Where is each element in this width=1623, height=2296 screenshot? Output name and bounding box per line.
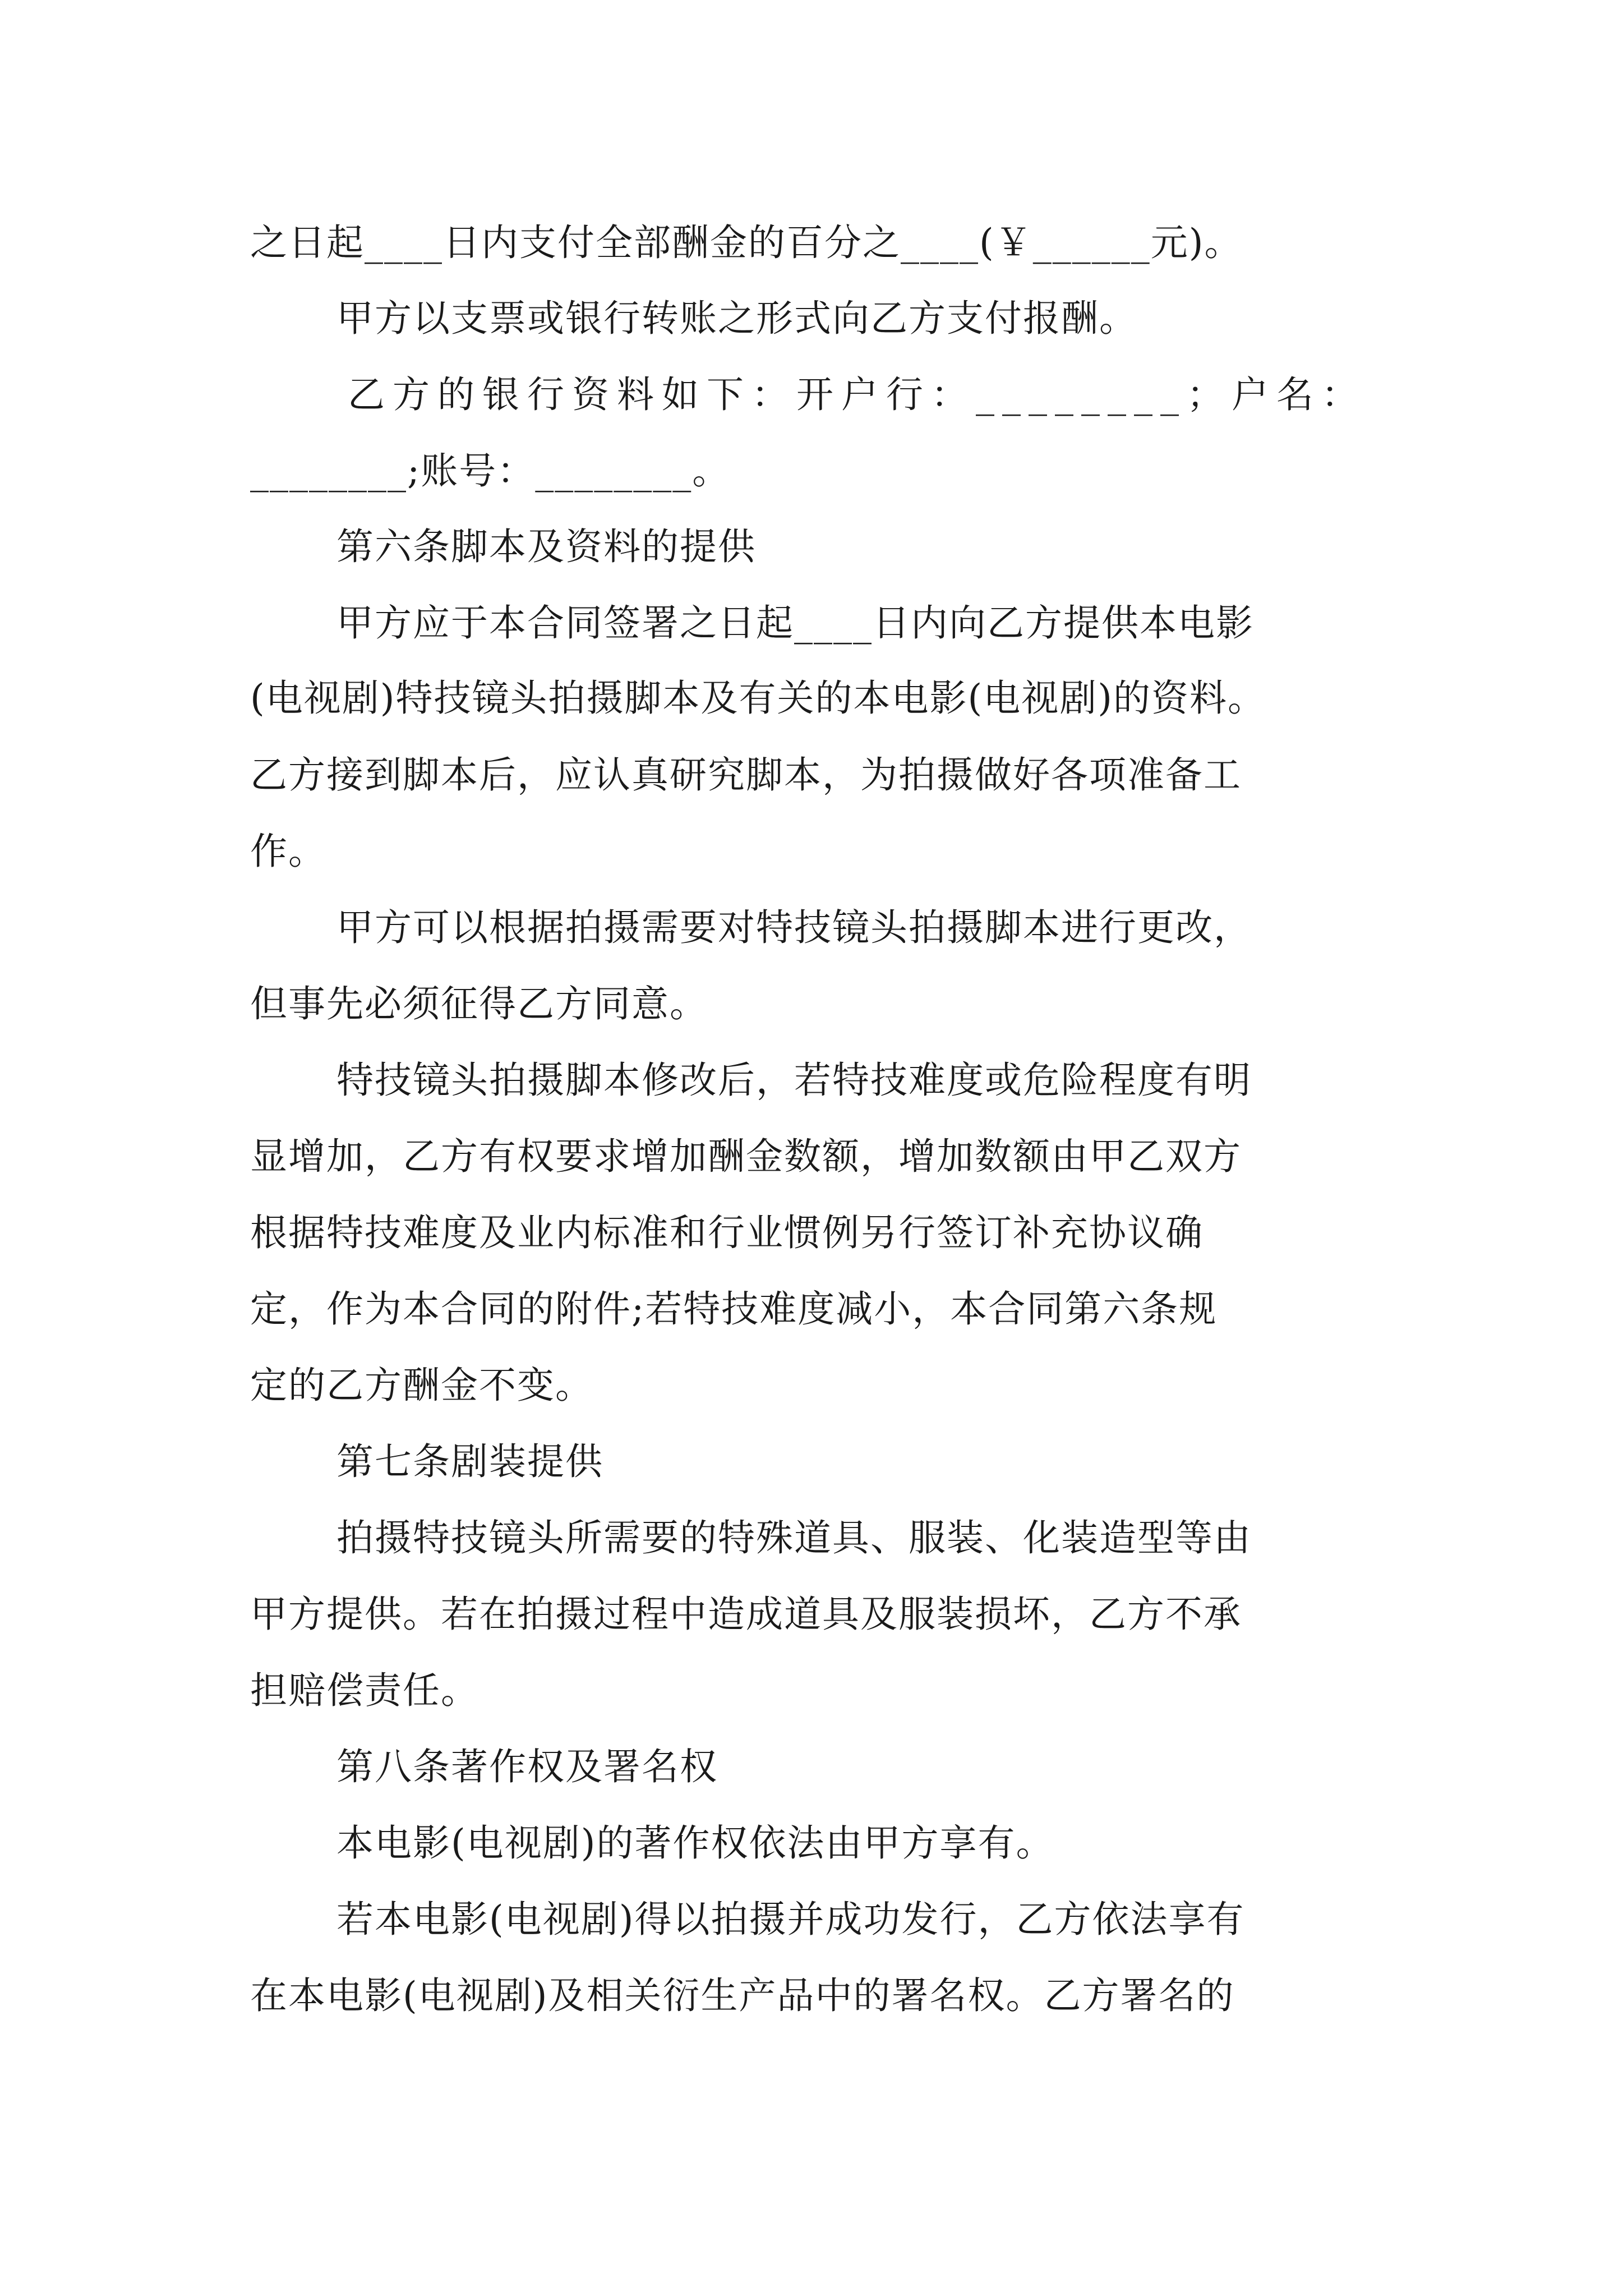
text-line-15: 定，作为本合同的附件;若特技难度减小，本合同第六条规 xyxy=(250,1287,1218,1331)
text-line-9: 作。 xyxy=(250,830,326,873)
text-line-3: 乙方的银行资料如下：开户行：________；户名： xyxy=(348,373,1366,416)
text-line-18: 拍摄特技镜头所需要的特殊道具、服装、化装造型等由 xyxy=(336,1516,1252,1559)
text-line-23: 若本电影(电视剧)得以拍摄并成功发行，乙方依法享有 xyxy=(336,1898,1245,1941)
text-line-4: ________;账号：________。 xyxy=(250,449,731,493)
text-line-22: 本电影(电视剧)的著作权依法由甲方享有。 xyxy=(336,1821,1054,1865)
section-heading-7: 第七条剧装提供 xyxy=(336,1440,603,1483)
text-line-2: 甲方以支票或银行转账之形式向乙方支付报酬。 xyxy=(336,297,1137,340)
text-line-10: 甲方可以根据拍摄需要对特技镜头拍摄脚本进行更改， xyxy=(336,906,1252,949)
text-line-14: 根据特技难度及业内标准和行业惯例另行签订补充协议确 xyxy=(250,1211,1204,1254)
section-heading-8: 第八条著作权及署名权 xyxy=(336,1745,718,1788)
section-heading-6: 第六条脚本及资料的提供 xyxy=(336,525,756,568)
text-line-16: 定的乙方酬金不变。 xyxy=(250,1364,593,1407)
text-line-13: 显增加，乙方有权要求增加酬金数额，增加数额由甲乙双方 xyxy=(250,1135,1242,1178)
text-line-24: 在本电影(电视剧)及相关衍生产品中的署名权。乙方署名的 xyxy=(250,1974,1235,2017)
text-line-20: 担赔偿责任。 xyxy=(250,1669,479,1712)
text-line-8: 乙方接到脚本后，应认真研究脚本，为拍摄做好各项准备工 xyxy=(250,753,1242,797)
text-line-12: 特技镜头拍摄脚本修改后，若特技难度或危险程度有明 xyxy=(336,1059,1252,1102)
text-line-1: 之日起____日内支付全部酬金的百分之____(￥______元)。 xyxy=(250,221,1243,264)
text-line-11: 但事先必须征得乙方同意。 xyxy=(250,982,708,1025)
text-line-6: 甲方应于本合同签署之日起____日内向乙方提供本电影 xyxy=(336,601,1254,645)
text-line-19: 甲方提供。若在拍摄过程中造成道具及服装损坏，乙方不承 xyxy=(250,1593,1242,1636)
text-line-7: (电视剧)特技镜头拍摄脚本及有关的本电影(电视剧)的资料。 xyxy=(250,677,1266,720)
